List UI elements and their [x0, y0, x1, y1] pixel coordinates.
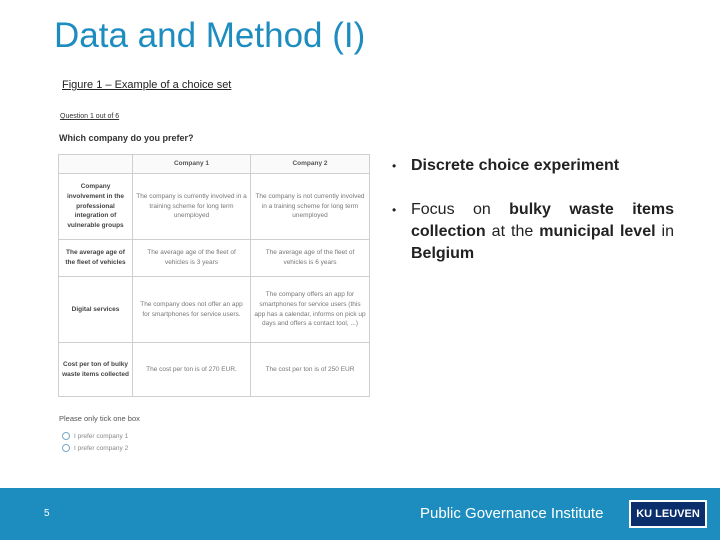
company2-cell: The cost per ton is of 250 EUR — [251, 343, 370, 397]
company1-cell: The cost per ton is of 270 EUR. — [133, 343, 251, 397]
bullet-dot-icon: • — [392, 203, 397, 217]
company1-cell: The company does not offer an app for smartphones for service users. — [133, 277, 251, 343]
footer-bar — [0, 488, 720, 540]
attribute-cell: The average age of the fleet of vehicles — [59, 240, 133, 277]
bullet-text-part: in — [655, 223, 674, 240]
choice-set-table — [58, 154, 370, 397]
table-row — [59, 240, 370, 277]
bullet-text-bold: bulky waste items collection — [411, 201, 674, 240]
bullet-dot-icon: • — [392, 159, 397, 173]
tick-instruction: Please only tick one box — [59, 414, 140, 423]
ku-leuven-logo: KU LEUVEN — [629, 500, 707, 528]
table-row — [59, 343, 370, 397]
table-header-cell: Company 1 — [133, 155, 251, 174]
bullet-item — [392, 199, 674, 265]
table-row — [59, 277, 370, 343]
company2-cell: The company offers an app for smartphones for service users (this app has a calendar, informs on pick up days and offers a contact tool, ...) — [251, 277, 370, 343]
figure-caption: Figure 1 – Example of a choice set — [62, 79, 232, 91]
bullet-text-bold: Belgium — [411, 245, 475, 262]
institute-name: Public Governance Institute — [420, 505, 604, 522]
company1-cell: The company is currently involved in a training scheme for long term unemployed — [133, 174, 251, 240]
bullet-list — [392, 155, 674, 287]
table-header-row — [59, 155, 370, 174]
bullet-text: Discrete choice experiment — [411, 157, 620, 174]
option-company-2[interactable] — [62, 444, 128, 452]
question-heading: Which company do you prefer? — [59, 133, 194, 143]
option-label: I prefer company 2 — [74, 444, 129, 452]
table-row — [59, 174, 370, 240]
bullet-item — [392, 155, 674, 177]
bullet-text-part: at the — [485, 223, 540, 240]
option-company-1[interactable] — [62, 432, 128, 440]
radio-icon[interactable] — [62, 444, 70, 452]
company1-cell: The average age of the fleet of vehicles is 3 years — [133, 240, 251, 277]
bullet-text-part: Focus on — [411, 201, 510, 218]
attribute-cell: Company involvement in the professional integration of vulnerable groups — [59, 174, 133, 240]
bullet-text-bold: municipal level — [539, 223, 656, 240]
slide-title: Data and Method (I) — [54, 16, 366, 55]
page-number: 5 — [44, 508, 50, 519]
attribute-cell: Digital services — [59, 277, 133, 343]
option-label: I prefer company 1 — [74, 432, 129, 440]
radio-icon[interactable] — [62, 432, 70, 440]
company2-cell: The company is not currently involved in a training scheme for long term unemployed — [251, 174, 370, 240]
table-header-cell — [59, 155, 133, 174]
attribute-cell: Cost per ton of bulky waste items collected — [59, 343, 133, 397]
question-counter: Question 1 out of 6 — [60, 113, 120, 120]
table-header-cell: Company 2 — [251, 155, 370, 174]
company2-cell: The average age of the fleet of vehicles is 6 years — [251, 240, 370, 277]
